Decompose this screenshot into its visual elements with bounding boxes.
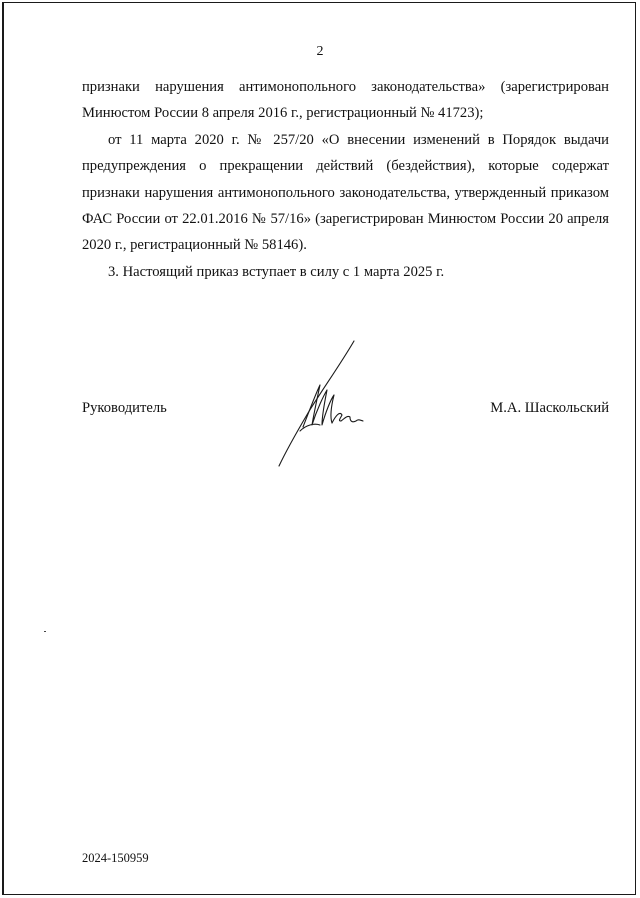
document-number: 2024-150959	[82, 851, 149, 865]
page-number: 2	[316, 44, 324, 59]
paragraph-continuation: признаки нарушения антимонопольного законодательства» (зарегистрирован Минюстом России 8 апреля 2016 г., регистрационный № 41723);	[82, 79, 609, 122]
signatory-name: М.А. Шаскольский	[490, 400, 609, 416]
paragraph-order-2020: от 11 марта 2020 г. № 257/20 «О внесении изменений в Порядок выдачи предупреждения о прекращении действий (бездействия), которые содержат признаки нарушения антимонопольного законодательства, утвержденный приказом ФАС России от 22.01.2016 № 57/16» (зарегистрирован Минюстом России 20 апреля 2020 г., регистрационный № 58146).	[82, 131, 609, 254]
scan-speck	[44, 631, 46, 632]
signatory-role: Руководитель	[82, 400, 167, 416]
paragraph-effective-date: 3. Настоящий приказ вступает в силу с 1 марта 2025 г.	[108, 263, 445, 280]
order-body	[82, 74, 609, 285]
handwritten-signature	[270, 335, 370, 470]
